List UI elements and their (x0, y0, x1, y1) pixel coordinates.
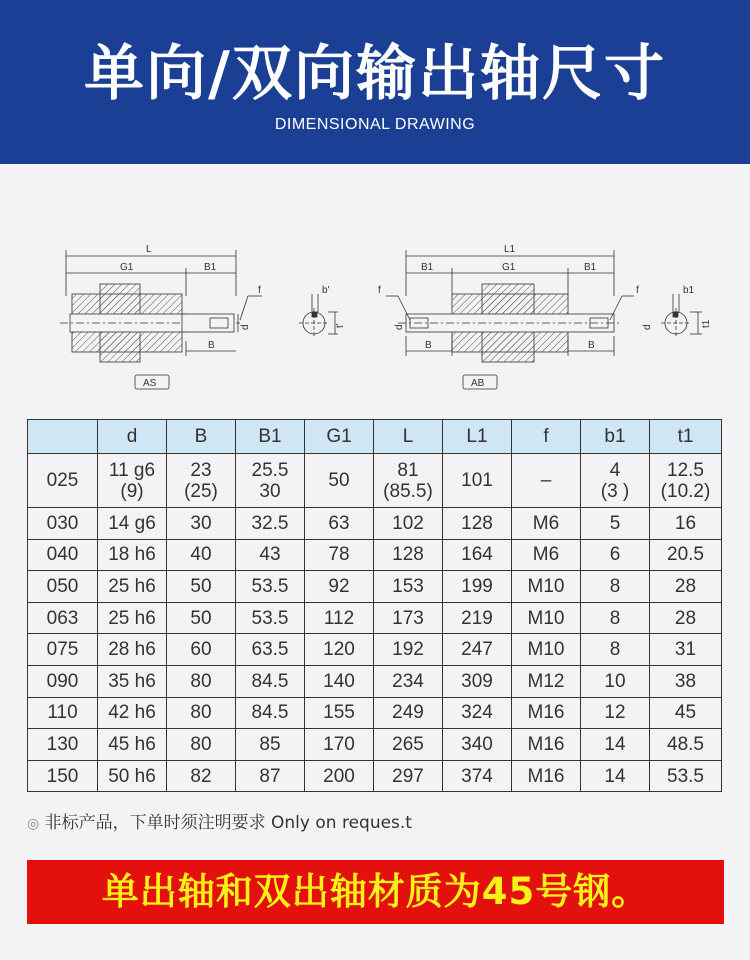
table-cell: 173 (374, 602, 443, 634)
bullet-icon: ◎ (27, 816, 40, 832)
table-cell: 101 (443, 454, 512, 508)
table-cell: 84.5 (236, 665, 305, 697)
table-cell: M16 (512, 760, 581, 792)
table-cell: 150 (28, 760, 98, 792)
table-cell: 63.5 (236, 634, 305, 666)
table-cell: 14 (581, 760, 650, 792)
as-dim-t: t' (335, 323, 346, 328)
table-cell: 28 (650, 602, 722, 634)
table-cell: 075 (28, 634, 98, 666)
table-cell: 200 (305, 760, 374, 792)
table-cell: 4 (3 ) (581, 454, 650, 508)
table-cell: 53.5 (650, 760, 722, 792)
header-cell: t1 (650, 420, 722, 454)
table-cell: 374 (443, 760, 512, 792)
table-cell: 155 (305, 697, 374, 729)
table-cell: 234 (374, 665, 443, 697)
table-row (28, 602, 722, 634)
table-cell: 78 (305, 539, 374, 571)
header-cell: f (512, 420, 581, 454)
table-cell: M6 (512, 508, 581, 540)
table-cell: 16 (650, 508, 722, 540)
ab-dim-f-left: f (378, 285, 381, 296)
table-cell: 25.5 30 (236, 454, 305, 508)
table-cell: 265 (374, 729, 443, 761)
table-cell: 35 h6 (98, 665, 167, 697)
table-cell: 025 (28, 454, 98, 508)
table-row (28, 508, 722, 540)
header-cell: b1 (581, 420, 650, 454)
as-dim-B: B (208, 340, 215, 351)
table-cell: 87 (236, 760, 305, 792)
as-dim-b: b' (322, 285, 330, 296)
table-cell: 8 (581, 571, 650, 603)
table-row (28, 697, 722, 729)
table-cell: 50 h6 (98, 760, 167, 792)
table-cell: 81 (85.5) (374, 454, 443, 508)
table-cell: 80 (167, 665, 236, 697)
table-cell: 45 h6 (98, 729, 167, 761)
table-cell: 84.5 (236, 697, 305, 729)
dimension-table (27, 419, 722, 792)
table-cell: 8 (581, 602, 650, 634)
table-cell: 153 (374, 571, 443, 603)
table-cell: 199 (443, 571, 512, 603)
as-dim-L: L (146, 244, 152, 255)
as-dim-G1: G1 (120, 262, 134, 273)
table-row (28, 571, 722, 603)
header-cell: L (374, 420, 443, 454)
table-cell: 50 (167, 602, 236, 634)
material-banner: 单出轴和双出轴材质为45号钢。 (27, 860, 724, 924)
ab-dim-d-left: d (394, 324, 405, 330)
table-cell: 102 (374, 508, 443, 540)
table-cell: 80 (167, 729, 236, 761)
table-cell: 6 (581, 539, 650, 571)
table-cell: 53.5 (236, 602, 305, 634)
table-cell: – (512, 454, 581, 508)
table-cell: 249 (374, 697, 443, 729)
table-cell: 85 (236, 729, 305, 761)
as-dim-d: d (240, 324, 251, 330)
table-cell: 040 (28, 539, 98, 571)
table-row (28, 454, 722, 508)
table-cell: 12.5 (10.2) (650, 454, 722, 508)
table-row (28, 760, 722, 792)
table-cell: M10 (512, 634, 581, 666)
ab-dim-f-right: f (636, 285, 639, 296)
header-cell: B (167, 420, 236, 454)
table-cell: 14 (581, 729, 650, 761)
table-cell: 48.5 (650, 729, 722, 761)
table-cell: 164 (443, 539, 512, 571)
table-cell: 14 g6 (98, 508, 167, 540)
custom-order-note (27, 808, 412, 833)
ab-dim-B1-left: B1 (421, 262, 434, 273)
table-cell: 43 (236, 539, 305, 571)
table-cell: 130 (28, 729, 98, 761)
as-dim-f: f (258, 285, 261, 296)
table-row (28, 634, 722, 666)
table-cell: 53.5 (236, 571, 305, 603)
table-cell: 60 (167, 634, 236, 666)
ab-dim-t1: t1 (701, 319, 712, 328)
table-cell: 050 (28, 571, 98, 603)
table-cell: 30 (167, 508, 236, 540)
table-cell: 140 (305, 665, 374, 697)
table-cell: 80 (167, 697, 236, 729)
ab-dim-B1-right: B1 (584, 262, 597, 273)
table-cell: 31 (650, 634, 722, 666)
table-cell: 340 (443, 729, 512, 761)
as-drawing (60, 250, 338, 389)
table-cell: 50 (167, 571, 236, 603)
table-cell: 8 (581, 634, 650, 666)
table-cell: 030 (28, 508, 98, 540)
table-cell: 45 (650, 697, 722, 729)
table-cell: 32.5 (236, 508, 305, 540)
ab-dim-d-right: d (642, 324, 653, 330)
table-cell: 063 (28, 602, 98, 634)
table-cell: M6 (512, 539, 581, 571)
table-cell: 120 (305, 634, 374, 666)
note-text: 非标产品，下单时须注明要求 Only on reques.t (44, 813, 412, 833)
table-cell: M12 (512, 665, 581, 697)
table-cell: 247 (443, 634, 512, 666)
ab-dim-G1: G1 (502, 262, 516, 273)
table-cell: 112 (305, 602, 374, 634)
dimensional-drawings (0, 236, 750, 396)
table-cell: 25 h6 (98, 571, 167, 603)
ab-dim-L1: L1 (504, 244, 516, 255)
table-row (28, 729, 722, 761)
table-cell: 309 (443, 665, 512, 697)
table-cell: 28 (650, 571, 722, 603)
table-cell: 192 (374, 634, 443, 666)
as-dim-B1: B1 (204, 262, 217, 273)
header-cell: d (98, 420, 167, 454)
table-cell: 324 (443, 697, 512, 729)
table-row (28, 539, 722, 571)
table-cell: M16 (512, 697, 581, 729)
page-subtitle: DIMENSIONAL DRAWING (274, 116, 476, 133)
table-cell: M16 (512, 729, 581, 761)
page-title: 单向/双向输出轴尺寸 (84, 39, 666, 109)
table-cell: 128 (374, 539, 443, 571)
as-tag: AS (143, 378, 157, 389)
table-cell: 5 (581, 508, 650, 540)
table-row (28, 665, 722, 697)
table-cell: 219 (443, 602, 512, 634)
ab-drawing (386, 250, 702, 389)
table-cell: 297 (374, 760, 443, 792)
ab-dim-B-right: B (588, 340, 595, 351)
table-header (28, 420, 722, 454)
table-cell: 170 (305, 729, 374, 761)
ab-tag: AB (471, 378, 485, 389)
table-cell: 82 (167, 760, 236, 792)
table-cell: 50 (305, 454, 374, 508)
header-cell: G1 (305, 420, 374, 454)
table-cell: 10 (581, 665, 650, 697)
header-banner (0, 0, 750, 164)
table-header-row (28, 420, 722, 454)
table-cell: 25 h6 (98, 602, 167, 634)
header-cell: B1 (236, 420, 305, 454)
table-cell: 12 (581, 697, 650, 729)
header-cell (28, 420, 98, 454)
table-cell: 20.5 (650, 539, 722, 571)
table-cell: 42 h6 (98, 697, 167, 729)
table-cell: 18 h6 (98, 539, 167, 571)
table-cell: 110 (28, 697, 98, 729)
table-cell: 090 (28, 665, 98, 697)
table-cell: M10 (512, 571, 581, 603)
table-cell: 128 (443, 508, 512, 540)
table-cell: 11 g6 (9) (98, 454, 167, 508)
table-cell: 38 (650, 665, 722, 697)
table-cell: M10 (512, 602, 581, 634)
table-cell: 23 (25) (167, 454, 236, 508)
ab-dim-b1: b1 (683, 285, 695, 296)
table-cell: 40 (167, 539, 236, 571)
ab-dim-B-left: B (425, 340, 432, 351)
header-cell: L1 (443, 420, 512, 454)
table-cell: 28 h6 (98, 634, 167, 666)
table-cell: 92 (305, 571, 374, 603)
table-cell: 63 (305, 508, 374, 540)
